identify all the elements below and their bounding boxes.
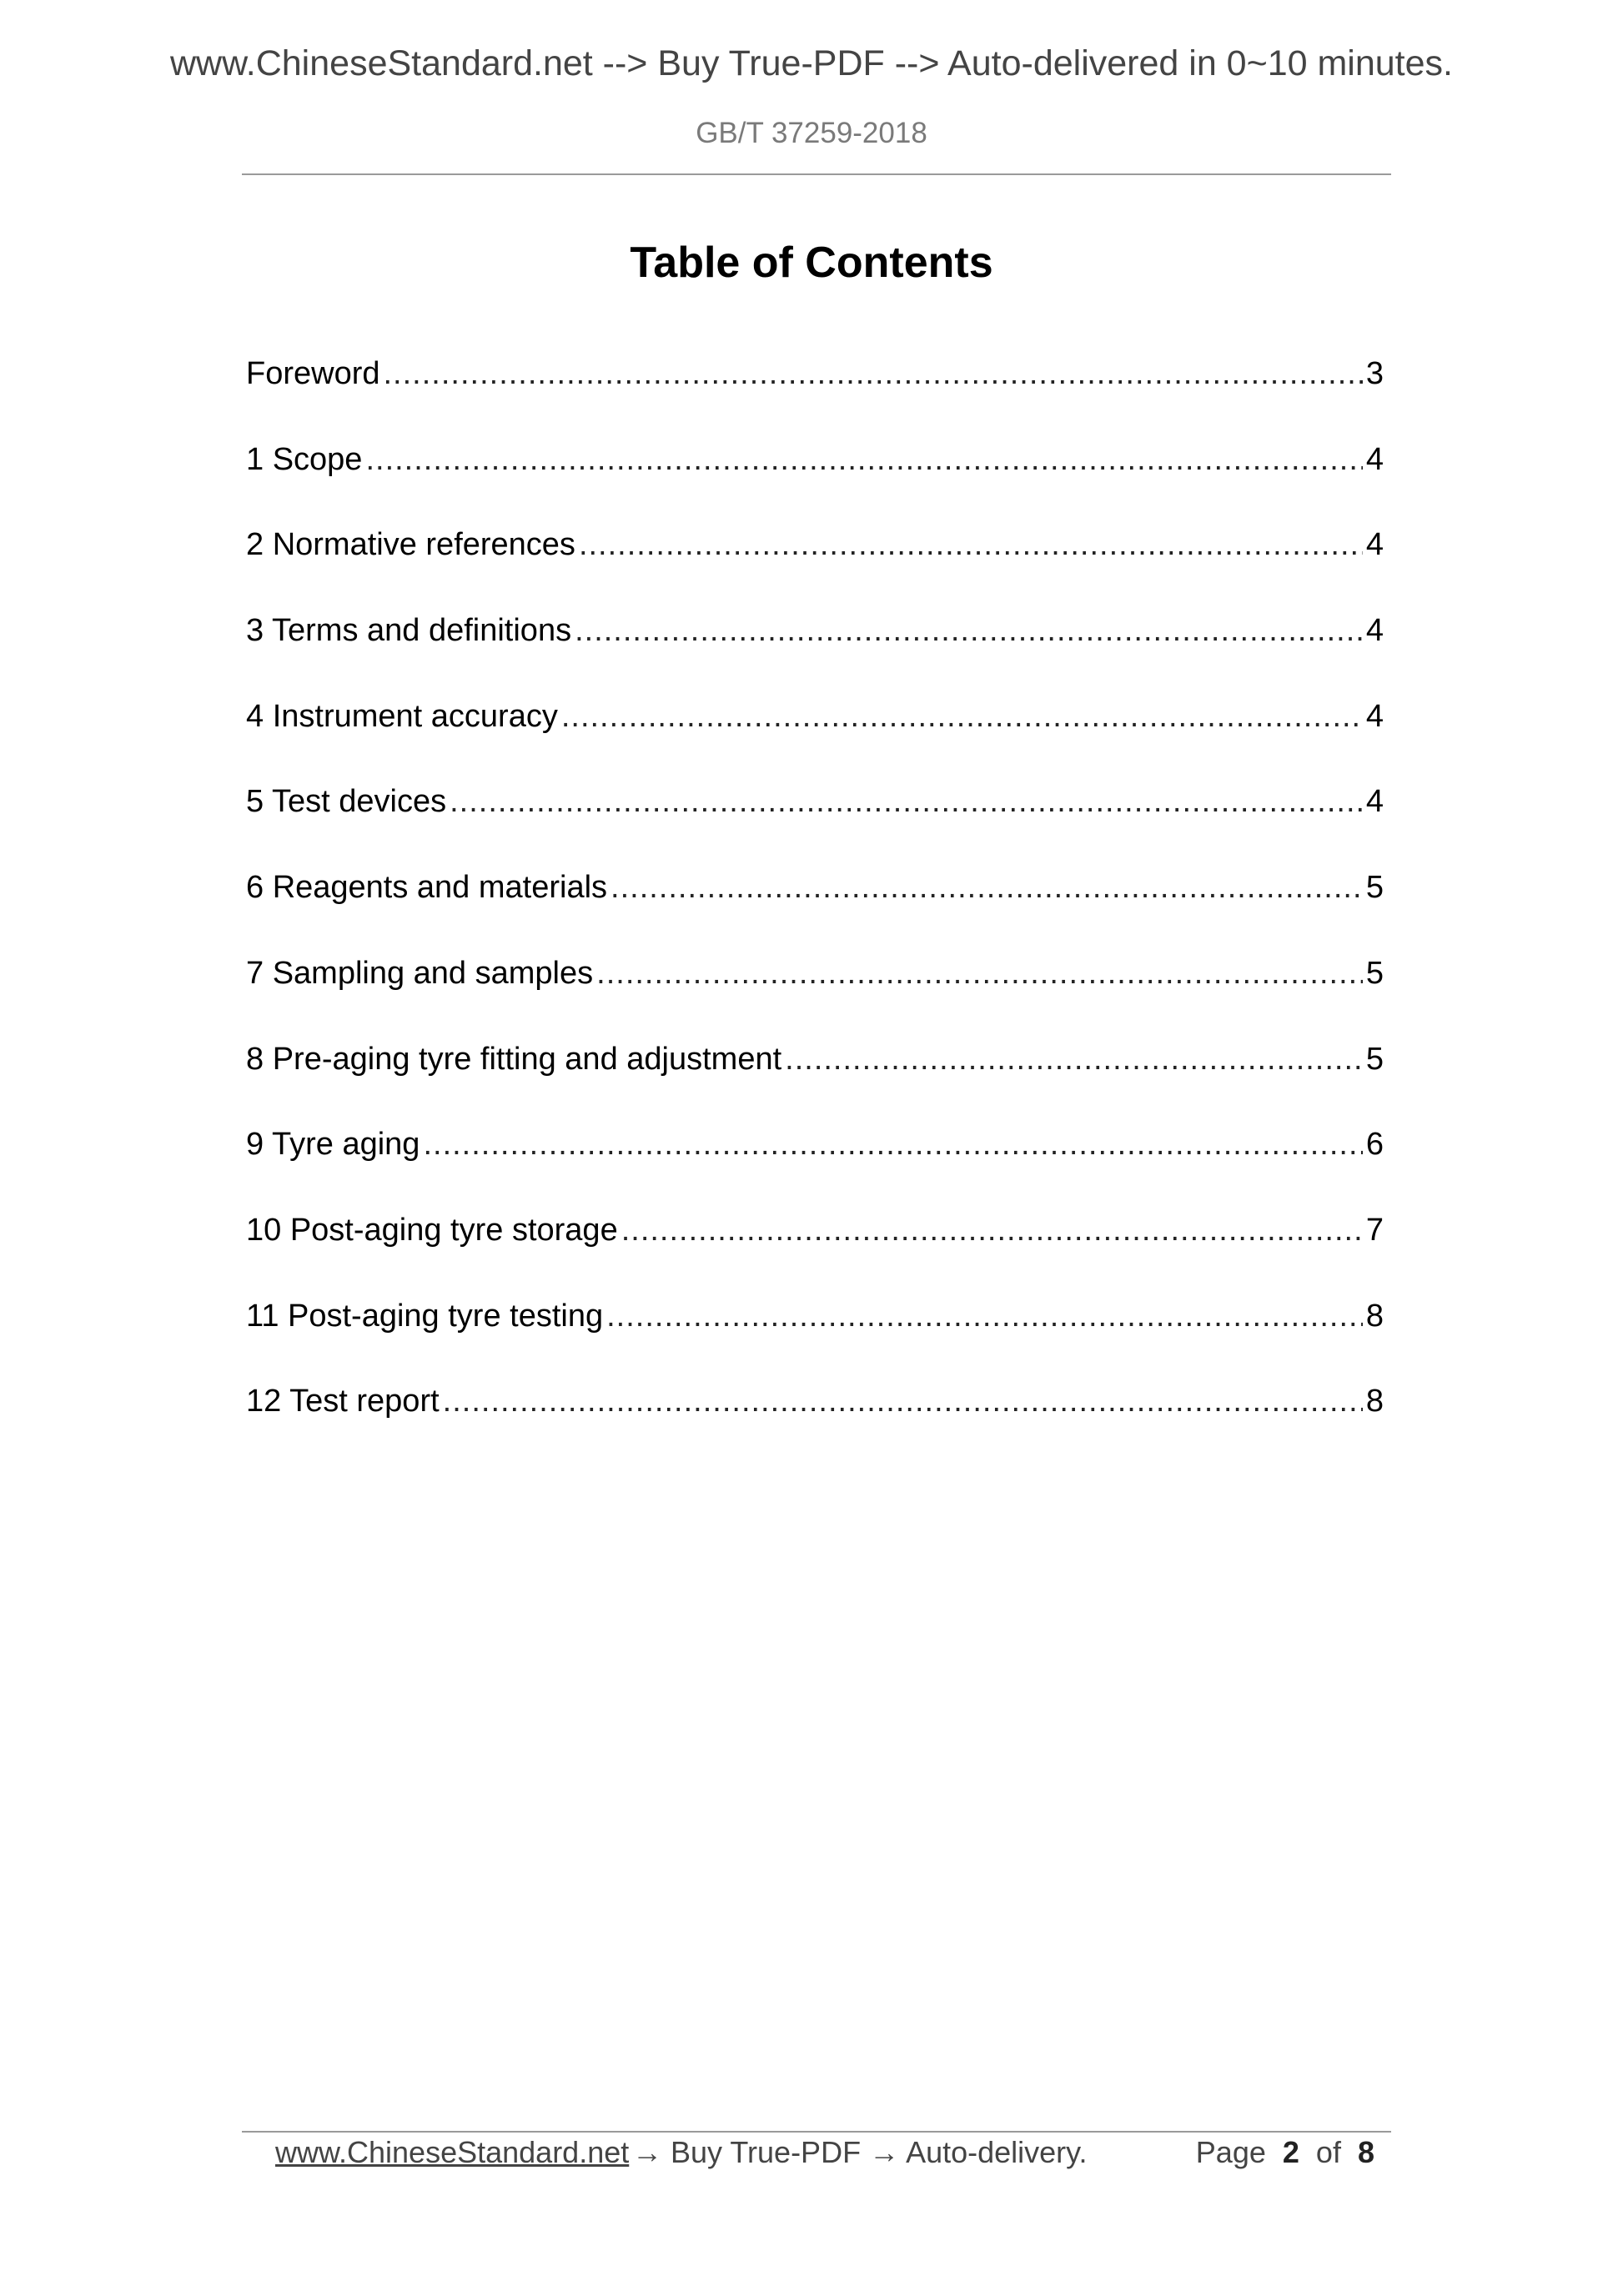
toc-entry-label: 8 Pre-aging tyre fitting and adjustment	[246, 1041, 782, 1077]
toc-dot-leader	[575, 607, 1363, 654]
toc-entry-page: 4	[1365, 441, 1384, 477]
toc-entry-page: 7	[1365, 1212, 1384, 1248]
toc-dot-leader	[621, 1207, 1363, 1254]
toc-entry-label: 9 Tyre aging	[246, 1127, 420, 1163]
page-word: Page	[1195, 2135, 1266, 2169]
toc-entry-terms-definitions[interactable]	[246, 607, 1384, 693]
page-number	[1196, 2135, 1374, 2170]
toc-entry-tyre-aging[interactable]	[246, 1121, 1384, 1207]
header-divider	[242, 173, 1391, 175]
toc-entry-label: Foreword	[246, 356, 380, 391]
toc-dot-leader	[384, 350, 1363, 397]
toc-entry-normative-references[interactable]	[246, 521, 1384, 607]
toc-dot-leader	[785, 1036, 1363, 1083]
toc-entry-label: 4 Instrument accuracy	[246, 698, 558, 734]
toc-dot-leader	[579, 521, 1363, 568]
toc-dot-leader	[596, 950, 1363, 997]
toc-dot-leader	[611, 864, 1363, 911]
toc-entry-page: 4	[1365, 784, 1384, 820]
document-code: GB/T 37259-2018	[696, 117, 927, 149]
toc-dot-leader	[606, 1293, 1363, 1339]
toc-entry-test-report[interactable]	[246, 1378, 1384, 1464]
toc-entry-label: 3 Terms and definitions	[246, 613, 572, 649]
top-banner: www.ChineseStandard.net --> Buy True-PDF --> Auto-delivered in 0~10 minutes.	[169, 43, 1453, 83]
toc-entry-label: 6 Reagents and materials	[246, 870, 608, 906]
toc-entry-label: 12 Test report	[246, 1384, 440, 1419]
toc-entry-page: 4	[1365, 527, 1384, 563]
toc-entry-foreword[interactable]	[246, 350, 1384, 436]
footer-website-link[interactable]: www.ChineseStandard.net	[275, 2135, 630, 2169]
toc-entry-page: 5	[1365, 955, 1384, 991]
page-of-word: of	[1315, 2135, 1341, 2169]
toc-entry-page: 5	[1365, 1041, 1384, 1077]
toc-dot-leader	[450, 778, 1363, 825]
toc-entry-sampling-samples[interactable]	[246, 950, 1384, 1036]
toc-entry-page: 5	[1365, 870, 1384, 906]
toc-entry-page: 4	[1365, 613, 1384, 649]
toc-entry-page: 3	[1365, 356, 1384, 391]
toc-entry-page: 8	[1365, 1298, 1384, 1334]
toc-entry-page: 4	[1365, 698, 1384, 734]
toc-entry-scope[interactable]	[246, 436, 1384, 522]
toc-entry-test-devices[interactable]	[246, 778, 1384, 864]
toc-list	[246, 350, 1384, 1464]
page-footer	[275, 2135, 1381, 2177]
toc-dot-leader	[365, 436, 1362, 483]
toc-entry-pre-aging-fitting[interactable]	[246, 1036, 1384, 1122]
toc-entry-page: 6	[1365, 1127, 1384, 1163]
footer-divider	[242, 2131, 1391, 2133]
toc-title: Table of Contents	[630, 239, 993, 287]
toc-entry-label: 5 Test devices	[246, 784, 447, 820]
toc-entry-post-aging-storage[interactable]	[246, 1207, 1384, 1293]
toc-entry-reagents-materials[interactable]	[246, 864, 1384, 950]
toc-entry-page: 8	[1365, 1384, 1384, 1419]
toc-dot-leader	[423, 1121, 1362, 1168]
footer-tagline: → Buy True-PDF → Auto-delivery.	[632, 2135, 1088, 2169]
page-total: 8	[1357, 2135, 1374, 2169]
toc-entry-post-aging-testing[interactable]	[246, 1293, 1384, 1379]
toc-dot-leader	[561, 693, 1363, 740]
toc-entry-label: 1 Scope	[246, 441, 363, 477]
toc-entry-instrument-accuracy[interactable]	[246, 693, 1384, 779]
page-current: 2	[1282, 2135, 1299, 2169]
toc-entry-label: 7 Sampling and samples	[246, 955, 594, 991]
toc-entry-label: 11 Post-aging tyre testing	[246, 1298, 604, 1334]
toc-entry-label: 2 Normative references	[246, 527, 575, 563]
toc-dot-leader	[443, 1378, 1363, 1424]
toc-entry-label: 10 Post-aging tyre storage	[246, 1212, 618, 1248]
